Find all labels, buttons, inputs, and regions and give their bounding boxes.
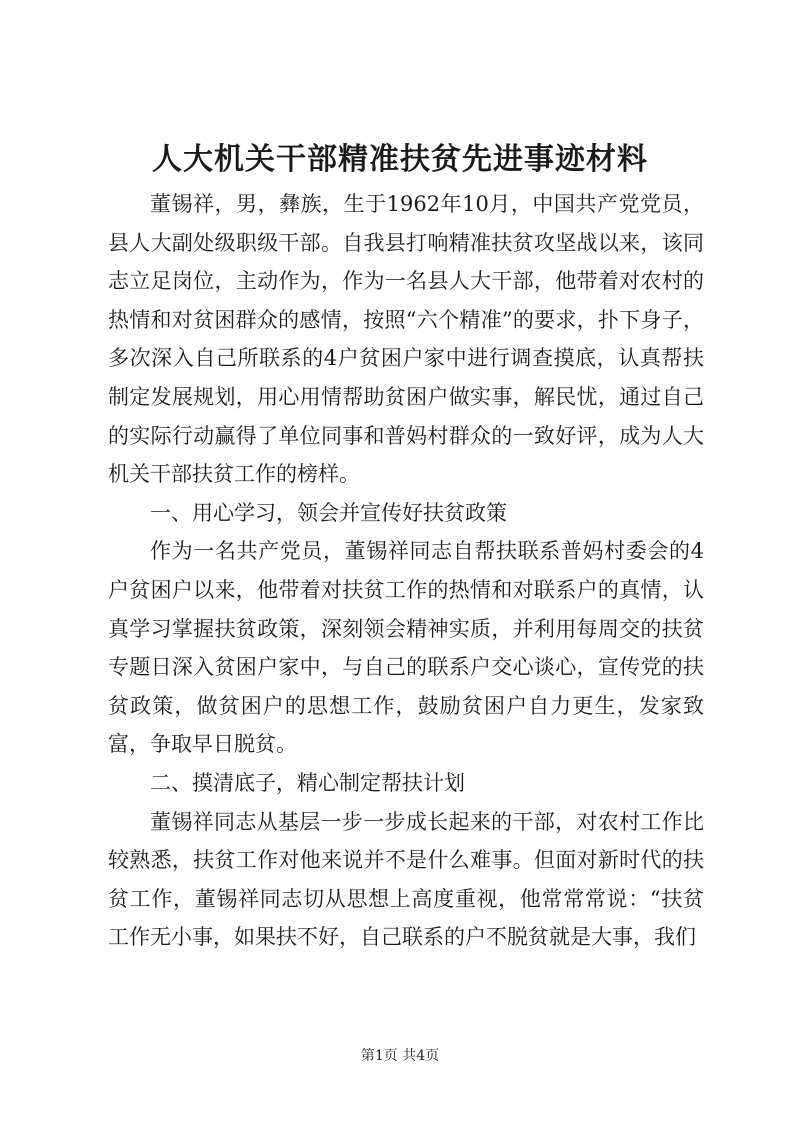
document-body [108, 185, 704, 957]
page-footer: 第1页 共4页 [360, 1048, 440, 1064]
document-title: 人大机关干部精准扶贫先进事迹材料 [152, 142, 648, 177]
paragraph: 作为一名共产党员，董锡祥同志自帮扶联系普妈村委会的4户贫困户以来，他带着对扶贫工作的热情和对联系户的真情，认真学习掌握扶贫政策，深刻领会精神实质，并利用每周交的扶贫专题日深入贫困户家中，与自己的联系户交心谈心，宣传党的扶贫政策，做贫困户的思想工作，鼓励贫困户自力更生，发家致富，争取早日脱贫。 [108, 539, 704, 757]
paragraph: 董锡祥，男，彝族，生于1962年10月，中国共产党党员，县人大副处级职级干部。自我县打响精准扶贫攻坚战以来，该同志立足岗位，主动作为，作为一名县人大干部，他带着对农村的热情和对贫困群众的感情，按照“六个精准”的要求，扑下身子，多次深入自己所联系的4户贫困户家中进行调查摸底，认真帮扶制定发展规划，用心用情帮助贫困户做实事，解民忧，通过自己的实际行动赢得了单位同事和普妈村群众的一致好评，成为人大机关干部扶贫工作的榜样。 [108, 192, 704, 487]
section-heading: 一、用心学习，领会并宣传好扶贫政策 [150, 500, 507, 525]
paragraph: 董锡祥同志从基层一步一步成长起来的干部，对农村工作比较熟悉，扶贫工作对他来说并不是什么难事。但面对新时代的扶贫工作，董锡祥同志切从思想上高度重视，他常常常说：“扶贫工作无小事，如果扶不好，自己联系的户不脱贫就是大事，我们 [108, 809, 704, 950]
section-heading: 二、摸清底子，精心制定帮扶计划 [150, 770, 465, 795]
